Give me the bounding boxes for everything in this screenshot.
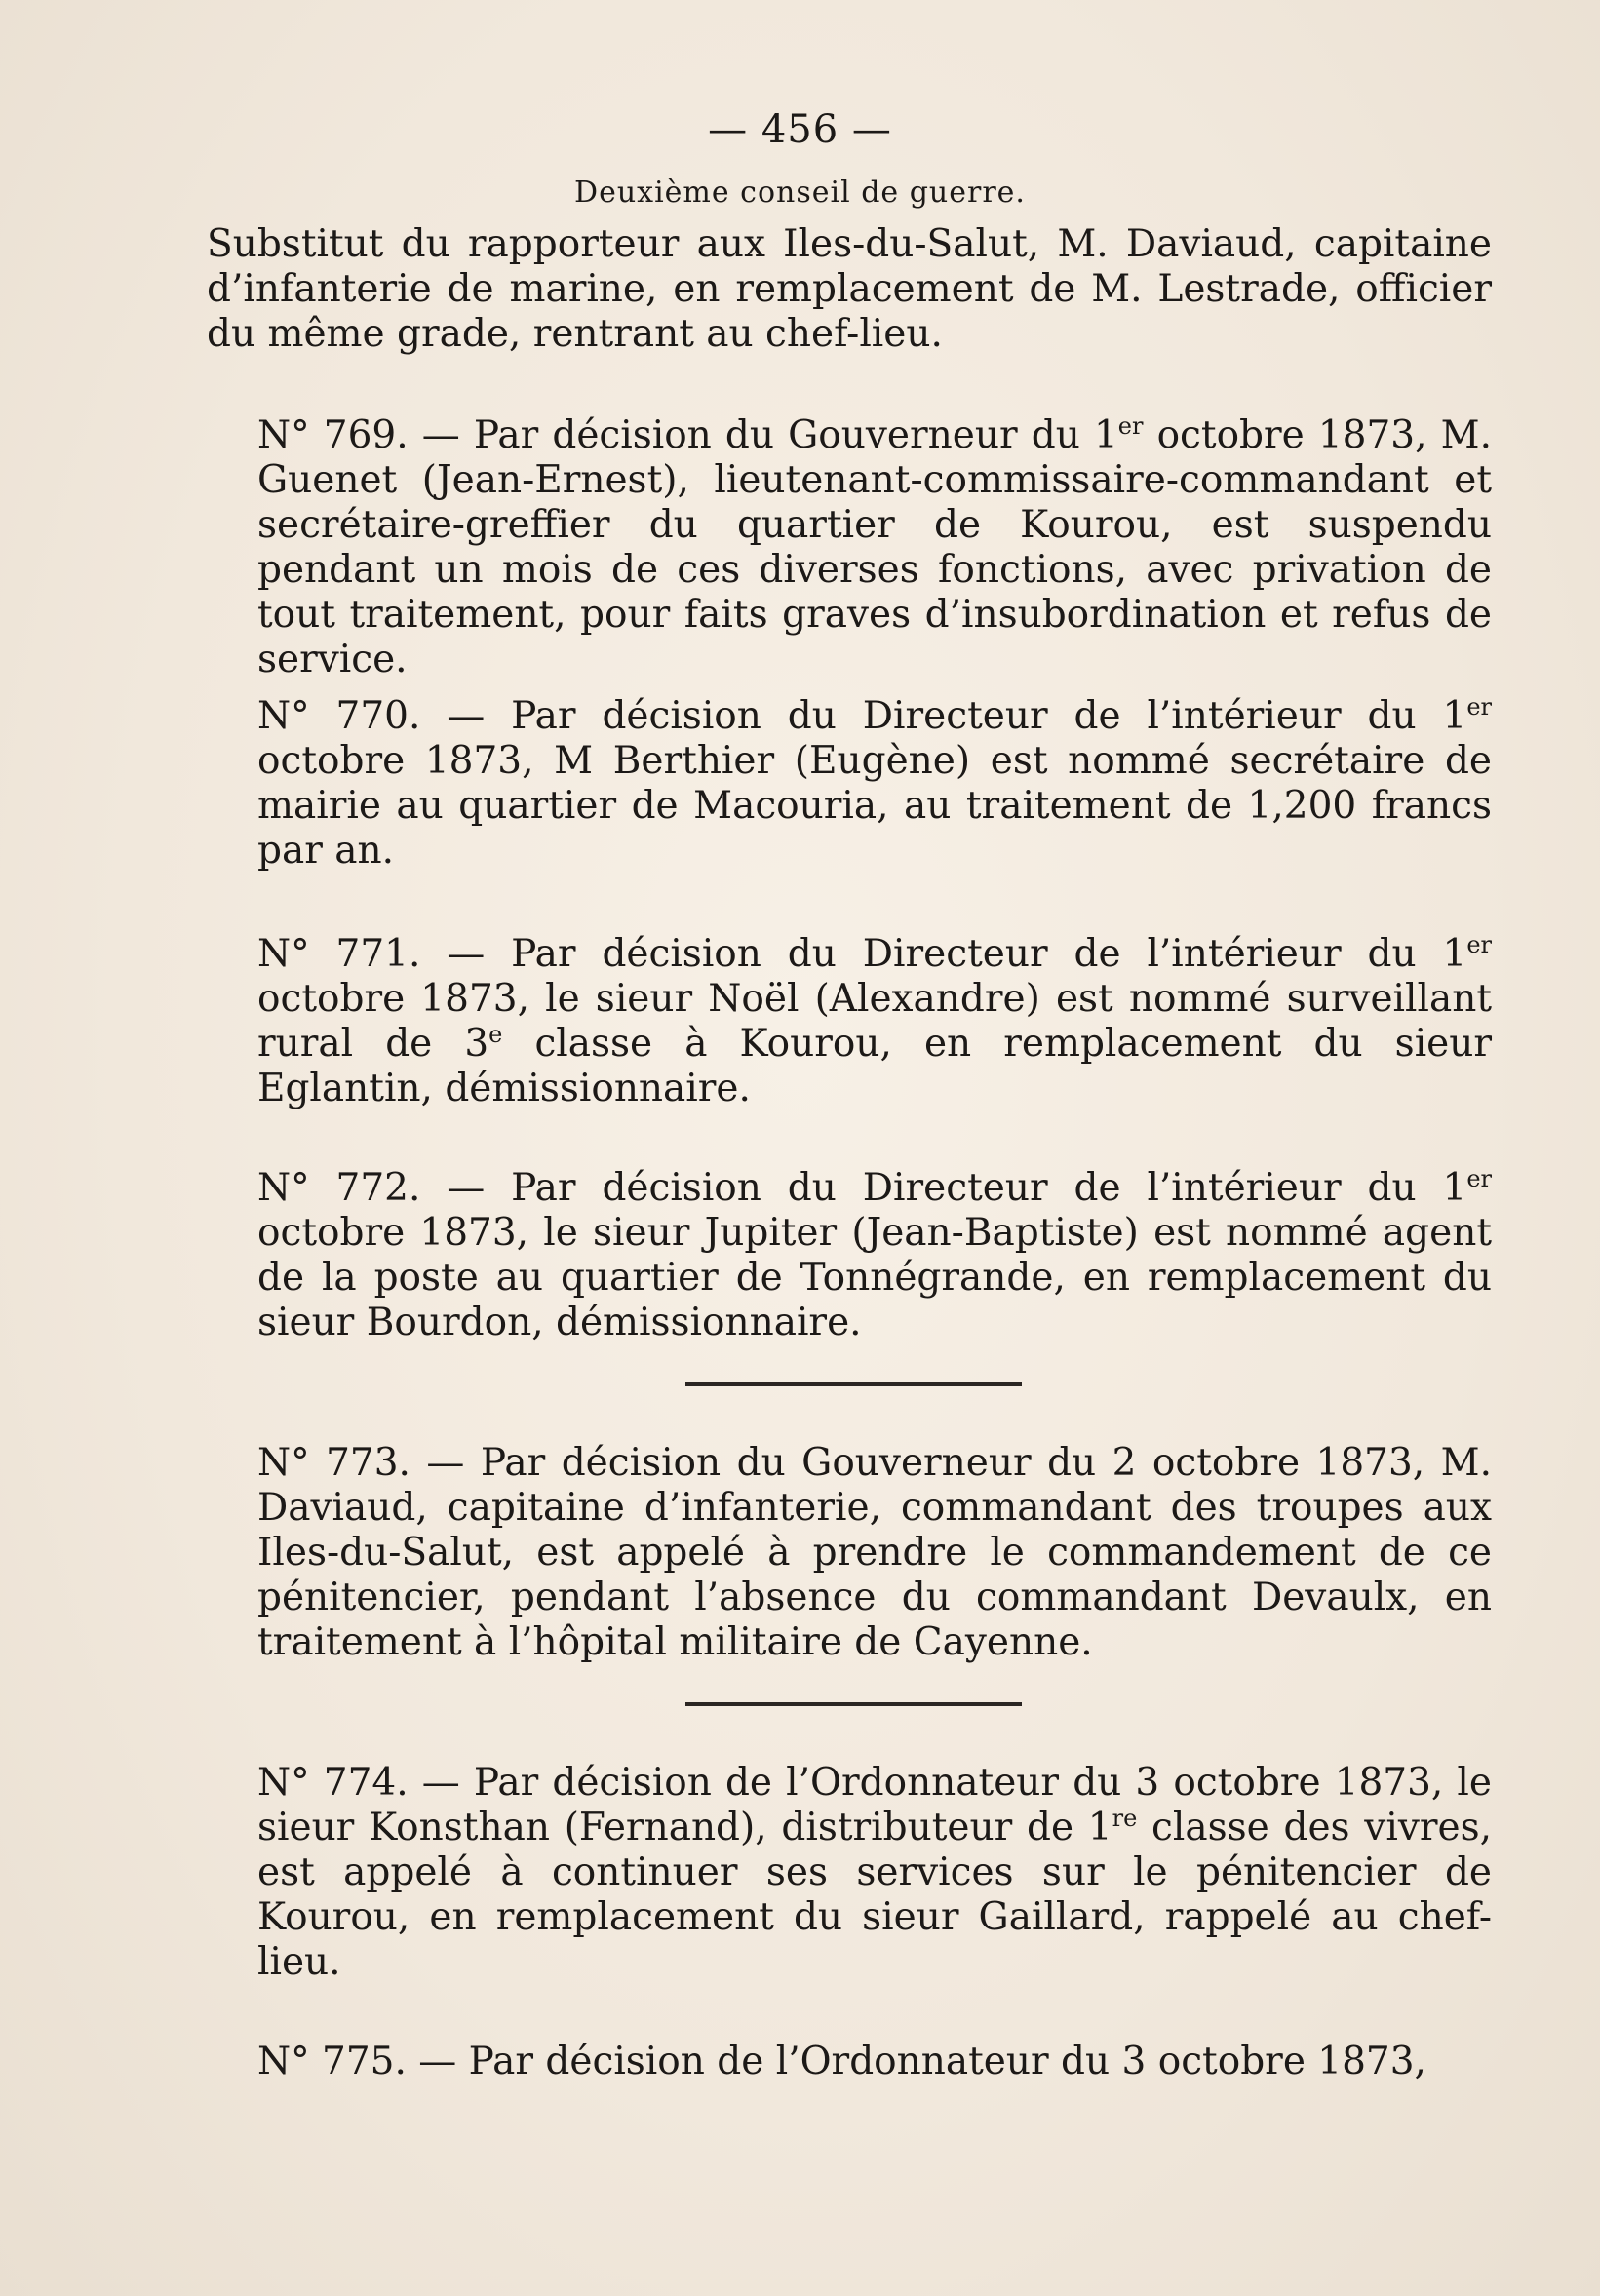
- paragraph-body: [207, 1761, 1492, 1985]
- page-number-header: — 456 —: [708, 107, 892, 152]
- paragraph-text: N° 771. — Par décision du Directeur de l’intérieur du 1: [257, 932, 1467, 976]
- separator-rule: [685, 1382, 1022, 1386]
- paragraph-text: N° 775. — Par décision de l’Ordonnateur du 3 octobre 1873,: [257, 2040, 1426, 2083]
- paragraph-body: [207, 1441, 1492, 1665]
- superscript: re: [1112, 1805, 1138, 1832]
- paragraph-text: octobre 1873, M. Guenet (Jean-Ernest), lieutenant-commissaire-commandant et secrétaire-greffier du quartier de Kourou, est suspendu pendant un mois de ces diverses fonctions, avec privation de tout traitement, pour faits graves d’insubordination et refus de service.: [257, 413, 1492, 681]
- paragraph-text: N° 773. — Par décision du Gouverneur du 2 octobre 1873, M. Daviaud, capitaine d’infanterie, commandant des troupes aux Iles-du-Salut, est appelé à prendre le commandement de ce pénitencier, pendant l’absence du commandant Devaulx, en traitement à l’hôpital militaire de Cayenne.: [257, 1441, 1492, 1664]
- paragraph-body: [207, 932, 1492, 1111]
- paragraph-774: [207, 1761, 1492, 1985]
- paragraph-substitut: [207, 222, 1492, 357]
- superscript: er: [1466, 931, 1492, 958]
- paragraph-769: [207, 413, 1492, 682]
- paragraph-body: [207, 694, 1492, 874]
- paragraph-text: classe à Kourou, en remplacement du sieur Eglantin, démissionnaire.: [257, 1022, 1493, 1110]
- paragraph-773: [207, 1441, 1492, 1665]
- superscript: er: [1117, 412, 1144, 440]
- paragraph-text: octobre 1873, M Berthier (Eugène) est nommé secrétaire de mairie au quartier de Macouria, au traitement de 1,200 francs par an.: [257, 739, 1492, 873]
- paragraph-body: [207, 1166, 1492, 1345]
- superscript: er: [1466, 693, 1492, 720]
- paragraph-text: octobre 1873, le sieur Jupiter (Jean-Baptiste) est nommé agent de la poste au quartier de Tonnégrande, en remplacement du sieur Bourdon, démissionnaire.: [257, 1211, 1492, 1344]
- paragraph-body: [207, 2040, 1492, 2084]
- paragraph-771: [207, 932, 1492, 1111]
- superscript: e: [488, 1021, 503, 1048]
- paragraph-770: [207, 694, 1492, 874]
- paragraph-text: classe des vivres, est appelé à continuer ses services sur le pénitencier de Kourou, en remplacement du sieur Gaillard, rappelé au chef-lieu.: [257, 1806, 1492, 1984]
- separator-rule: [685, 1702, 1022, 1706]
- paragraph-text: N° 774. — Par décision de l’Ordonnateur du 3 octobre 1873, le sieur Konsthan (Fernand), distributeur de 1: [257, 1761, 1492, 1849]
- paragraph-text: N° 770. — Par décision du Directeur de l’intérieur du 1: [257, 694, 1467, 738]
- paragraph-775: [207, 2040, 1492, 2084]
- paragraph-772: [207, 1166, 1492, 1345]
- paragraph-body: [207, 413, 1492, 682]
- paragraph-text: N° 769. — Par décision du Gouverneur du 1: [257, 413, 1118, 457]
- superscript: er: [1466, 1165, 1492, 1192]
- paragraph-text: N° 772. — Par décision du Directeur de l’intérieur du 1: [257, 1166, 1467, 1210]
- paragraph-text: octobre 1873, le sieur Noël (Alexandre) est nommé surveillant rural de 3: [257, 977, 1492, 1066]
- paragraph-text: Substitut du rapporteur aux Iles-du-Salut, M. Daviaud, capitaine d’infanterie de marine, en remplacement de M. Lestrade, officier du même grade, rentrant au chef-lieu.: [207, 222, 1492, 356]
- section-subheading: Deuxième conseil de guerre.: [574, 175, 1026, 210]
